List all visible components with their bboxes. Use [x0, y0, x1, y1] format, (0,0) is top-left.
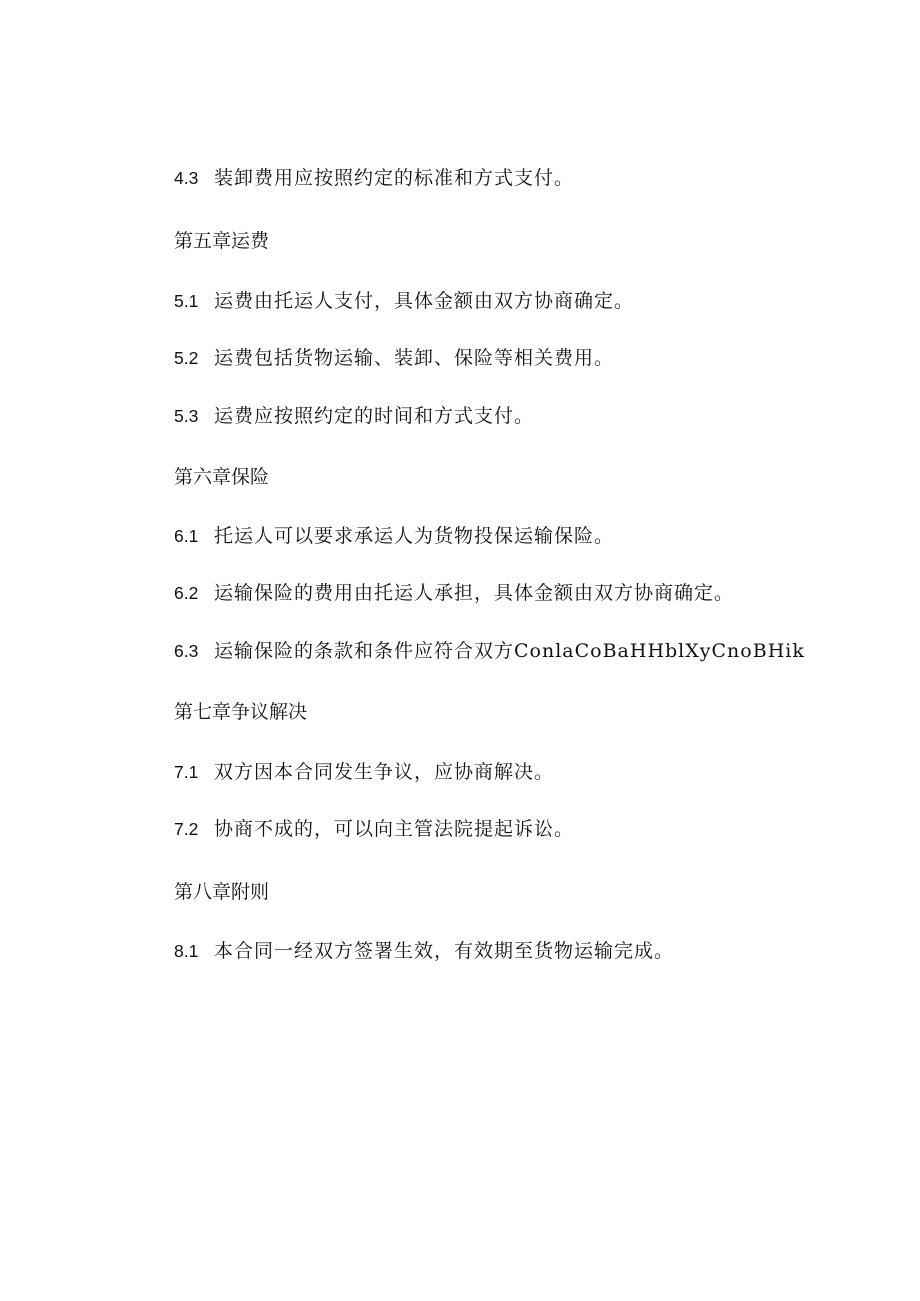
clause-5-2	[174, 346, 614, 370]
chapter-heading-8	[174, 880, 269, 904]
clause-text: 运费由托运人支付，具体金额由双方协商确定。	[214, 290, 635, 312]
heading-text: 第五章运费	[174, 230, 270, 252]
heading-text: 第七章争议解决	[174, 701, 308, 723]
clause-5-3	[174, 404, 534, 428]
clause-text: 托运人可以要求承运人为货物投保运输保险。	[214, 525, 615, 547]
chapter-heading-5	[174, 229, 269, 253]
clause-number: 6.3	[174, 641, 199, 661]
clause-text: 双方因本合同发生争议，应协商解决。	[214, 761, 555, 783]
clause-7-1	[174, 760, 554, 784]
clause-7-2	[174, 817, 574, 841]
clause-text: 本合同一经双方签署生效，有效期至货物运输完成。	[214, 940, 675, 962]
clause-number: 6.2	[174, 583, 199, 603]
chapter-heading-6	[174, 465, 269, 489]
heading-text: 第八章附则	[174, 881, 270, 903]
clause-text: 运输保险的费用由托运人承担，具体金额由双方协商确定。	[214, 582, 735, 604]
clause-4-3	[174, 166, 574, 190]
chapter-heading-7	[174, 700, 307, 724]
clause-text: 运费应按照约定的时间和方式支付。	[214, 405, 535, 427]
clause-number: 6.1	[174, 526, 199, 546]
clause-number: 7.2	[174, 819, 199, 839]
clause-number: 5.1	[174, 291, 199, 311]
clause-6-3	[174, 639, 805, 663]
clause-text: 协商不成的，可以向主管法院提起诉讼。	[214, 818, 575, 840]
clause-text: 运费包括货物运输、装卸、保险等相关费用。	[214, 347, 615, 369]
clause-text: 运输保险的条款和条件应符合双方ConlaCoBaHHblXyCnoBHik	[214, 640, 805, 662]
clause-number: 4.3	[174, 168, 199, 188]
heading-text: 第六章保险	[174, 466, 270, 488]
clause-6-2	[174, 581, 734, 605]
clause-number: 8.1	[174, 941, 199, 961]
clause-8-1	[174, 939, 674, 963]
clause-number: 7.1	[174, 762, 199, 782]
clause-6-1	[174, 524, 614, 548]
clause-number: 5.2	[174, 348, 199, 368]
clause-text: 装卸费用应按照约定的标准和方式支付。	[214, 167, 575, 189]
clause-5-1	[174, 289, 634, 313]
clause-number: 5.3	[174, 406, 199, 426]
